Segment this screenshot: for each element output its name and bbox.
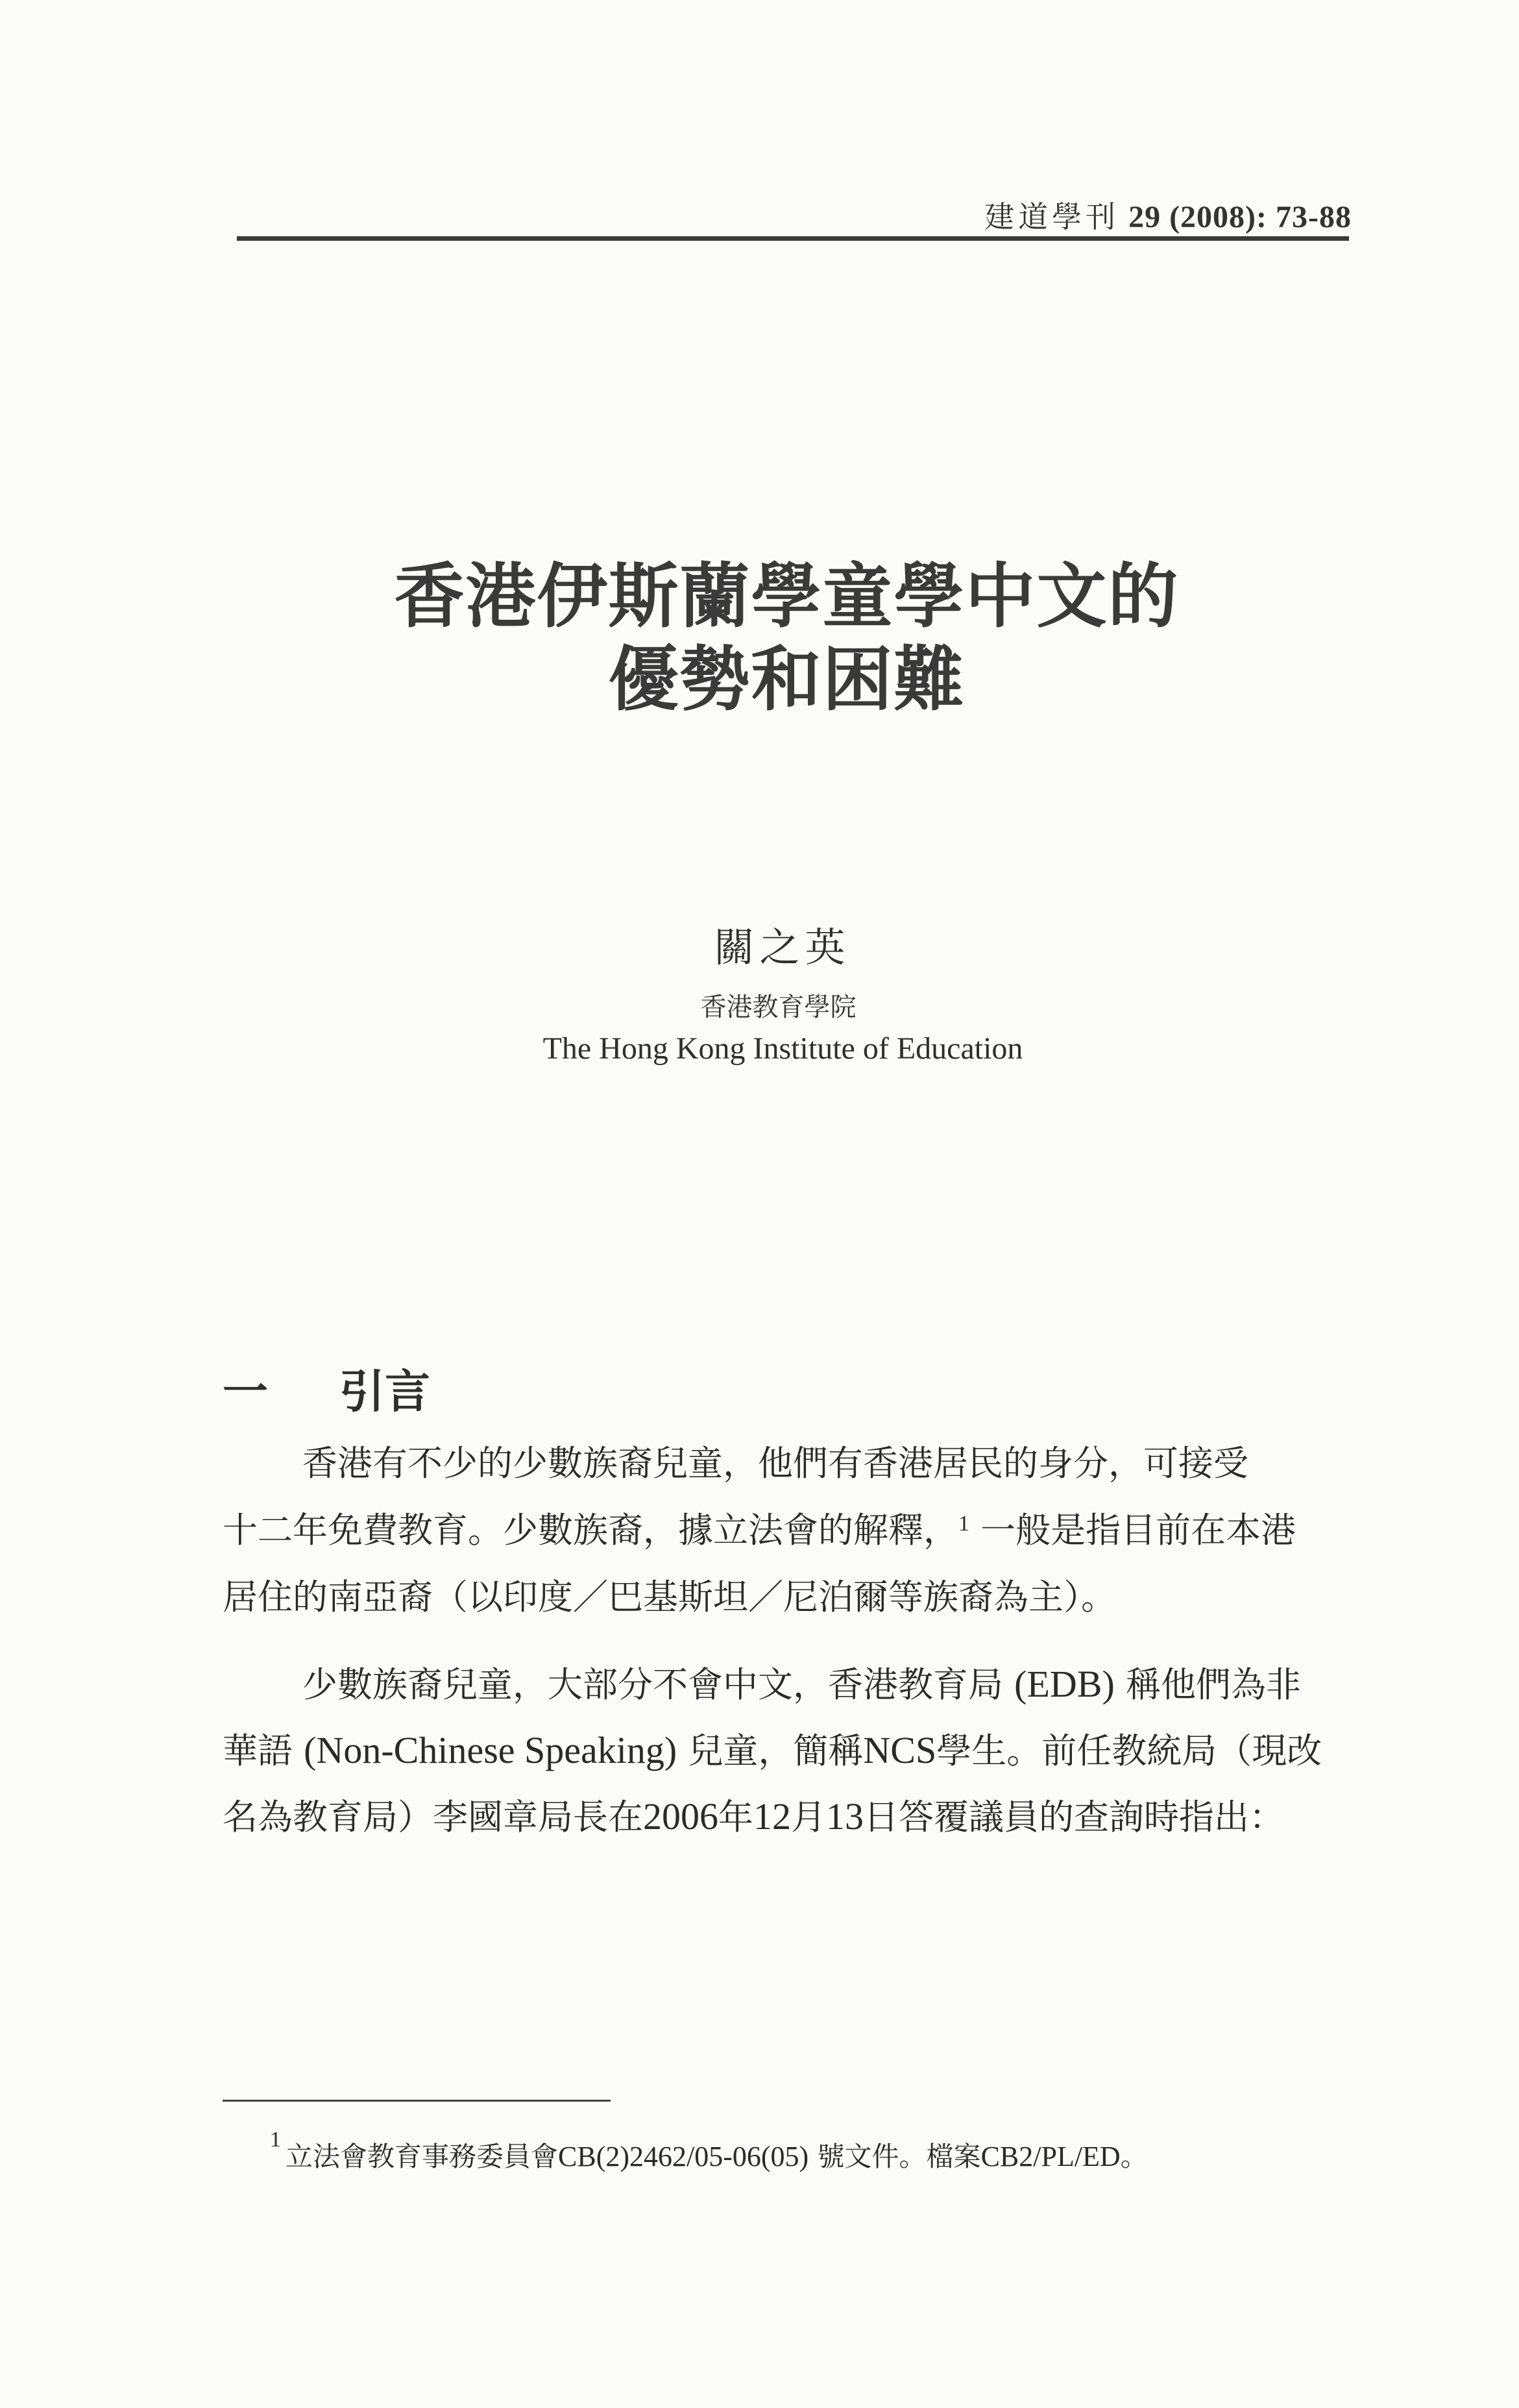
section-title: 引言	[339, 1365, 430, 1418]
article-title-line-2: 優勢和困難	[608, 639, 966, 720]
author-name: 關之英	[714, 924, 851, 971]
paragraph-2-line-1: 少數族裔兒童，大部分不會中文，香港教育局 (EDB) 稱他們為非	[302, 1663, 1301, 1705]
journal-name: 建道學刊	[984, 199, 1120, 234]
section-number: 一	[223, 1365, 268, 1418]
footnote-marker: 1	[270, 2128, 281, 2152]
section-heading	[223, 1355, 430, 1421]
header-rule	[237, 236, 1349, 241]
footnote-reference[interactable]: 1	[958, 1512, 969, 1536]
paragraph-2-line-2: 華語 (Non-Chinese Speaking) 兒童，簡稱NCS學生。前任教統局（現改	[223, 1729, 1322, 1771]
footnote-1: 1 立法會教育事務委員會CB(2)2462/05-06(05) 號文件。檔案CB2/PL/ED。	[270, 2128, 1148, 2172]
footnote-rule	[223, 2100, 611, 2102]
running-head	[984, 193, 1352, 236]
paragraph-1-line-3: 居住的南亞裔（以印度／巴基斯坦／尼泊爾等族裔為主）。	[223, 1577, 1116, 1617]
affiliation-english: The Hong Kong Institute of Education	[542, 1031, 1023, 1066]
paragraph-1-line-2: 十二年免費教育。少數族裔，據立法會的解釋，$^1$ 一般是指目前在本港	[223, 1510, 1296, 1551]
affiliation-chinese: 香港教育學院	[700, 992, 857, 1022]
article-title-line-1: 香港伊斯蘭學童學中文的	[394, 556, 1180, 637]
paragraph-1-line-1: 香港有不少的少數族裔兒童，他們有香港居民的身分，可接受	[302, 1443, 1248, 1484]
journal-citation: 29 (2008): 73-88	[1128, 200, 1352, 234]
paragraph-2-line-3: 名為教育局）李國章局長在2006年12月13日答覆議員的查詢時指出：	[223, 1795, 1284, 1837]
